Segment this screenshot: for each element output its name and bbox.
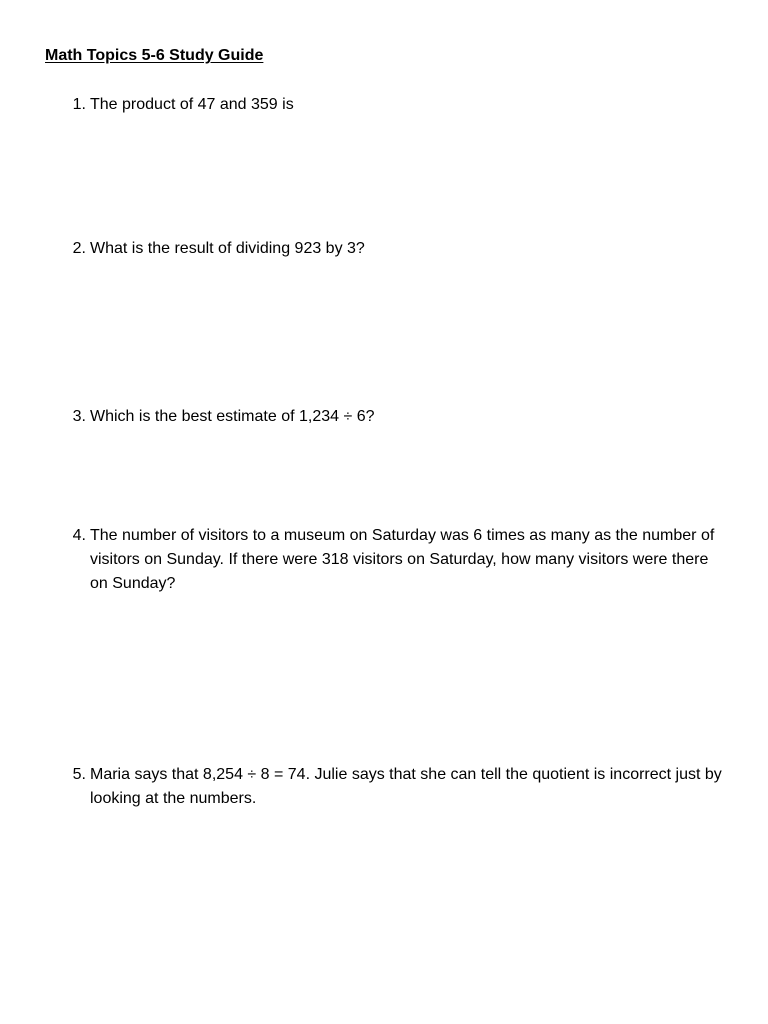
question-4 [64,524,724,596]
question-text: Maria says that 8,254 ÷ 8 = 74. Julie says that she can tell the quotient is incorrect just by looking at the numbers. [90,766,722,807]
question-5 [64,763,724,811]
question-2 [64,237,724,261]
question-number: 5. [72,766,86,783]
question-text: The number of visitors to a museum on Saturday was 6 times as many as the number of visitors on Sunday. If there were 318 visitors on Saturday, how many visitors were there on Sunday? [90,527,715,592]
question-number: 2. [72,240,86,257]
question-text: Which is the best estimate of 1,234 ÷ 6? [90,408,375,425]
page-title: Math Topics 5-6 Study Guide [45,47,264,64]
question-1 [64,93,724,117]
question-number: 3. [72,408,86,425]
question-text: What is the result of dividing 923 by 3? [90,240,365,257]
question-3 [64,405,724,429]
question-number: 4. [72,527,86,544]
question-text: The product of 47 and 359 is [90,96,294,113]
question-number: 1. [72,96,86,113]
